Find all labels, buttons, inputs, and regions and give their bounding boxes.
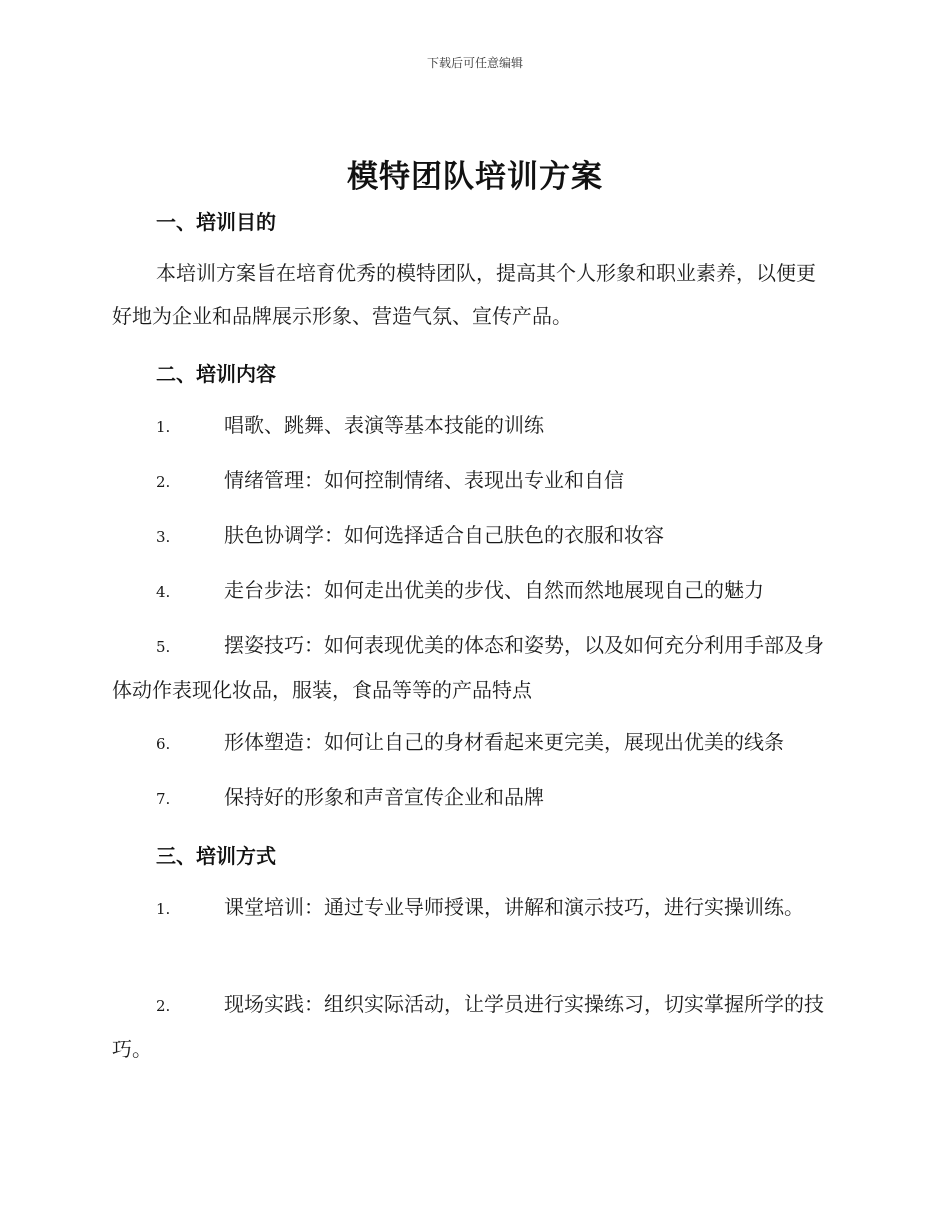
item-number: 2.	[156, 997, 171, 1015]
item-text: 情绪管理：如何控制情绪、表现出专业和自信	[224, 468, 624, 492]
item-number: 3.	[156, 528, 171, 546]
item-text: 摆姿技巧：如何表现优美的体态和姿势，以及如何充分利用手部及身体动作表现化妆品，服装，食品等等的产品特点	[112, 633, 824, 702]
item-number: 1.	[156, 900, 171, 918]
content-item-2	[112, 459, 834, 504]
section-heading-content: 二、培训内容	[156, 362, 276, 386]
item-text: 走台步法：如何走出优美的步伐、自然而然地展现自己的魅力	[224, 578, 764, 602]
item-number: 7.	[156, 790, 171, 808]
content-item-5	[112, 624, 834, 712]
content-item-4	[112, 569, 834, 614]
section-heading-purpose: 一、培训目的	[156, 210, 276, 234]
item-number: 4.	[156, 583, 171, 601]
header-note: 下载后可任意编辑	[426, 56, 523, 70]
item-number: 2.	[156, 473, 171, 491]
content-item-6	[112, 721, 834, 766]
item-number: 5.	[156, 638, 171, 656]
item-text: 形体塑造：如何让自己的身材看起来更完美，展现出优美的线条	[224, 730, 784, 754]
content-item-3	[112, 514, 834, 559]
method-item-2	[112, 983, 834, 1071]
document-title: 模特团队培训方案	[347, 159, 603, 195]
item-number: 1.	[156, 418, 171, 436]
purpose-paragraph: 本培训方案旨在培育优秀的模特团队，提高其个人形象和职业素养，以便更好地为企业和品牌展示形象、营造气氛、宣传产品。	[112, 261, 816, 328]
item-text: 保持好的形象和声音宣传企业和品牌	[224, 785, 544, 809]
content-item-1	[112, 404, 834, 449]
item-text: 课堂培训：通过专业导师授课，讲解和演示技巧，进行实操训练。	[224, 895, 804, 919]
section-heading-method: 三、培训方式	[156, 844, 276, 868]
method-item-1	[112, 886, 834, 931]
item-text: 肤色协调学：如何选择适合自己肤色的衣服和妆容	[224, 523, 664, 547]
content-item-7	[112, 776, 834, 821]
item-text: 唱歌、跳舞、表演等基本技能的训练	[224, 413, 544, 437]
item-number: 6.	[156, 735, 171, 753]
item-text: 现场实践：组织实际活动，让学员进行实操练习，切实掌握所学的技巧。	[112, 992, 824, 1061]
